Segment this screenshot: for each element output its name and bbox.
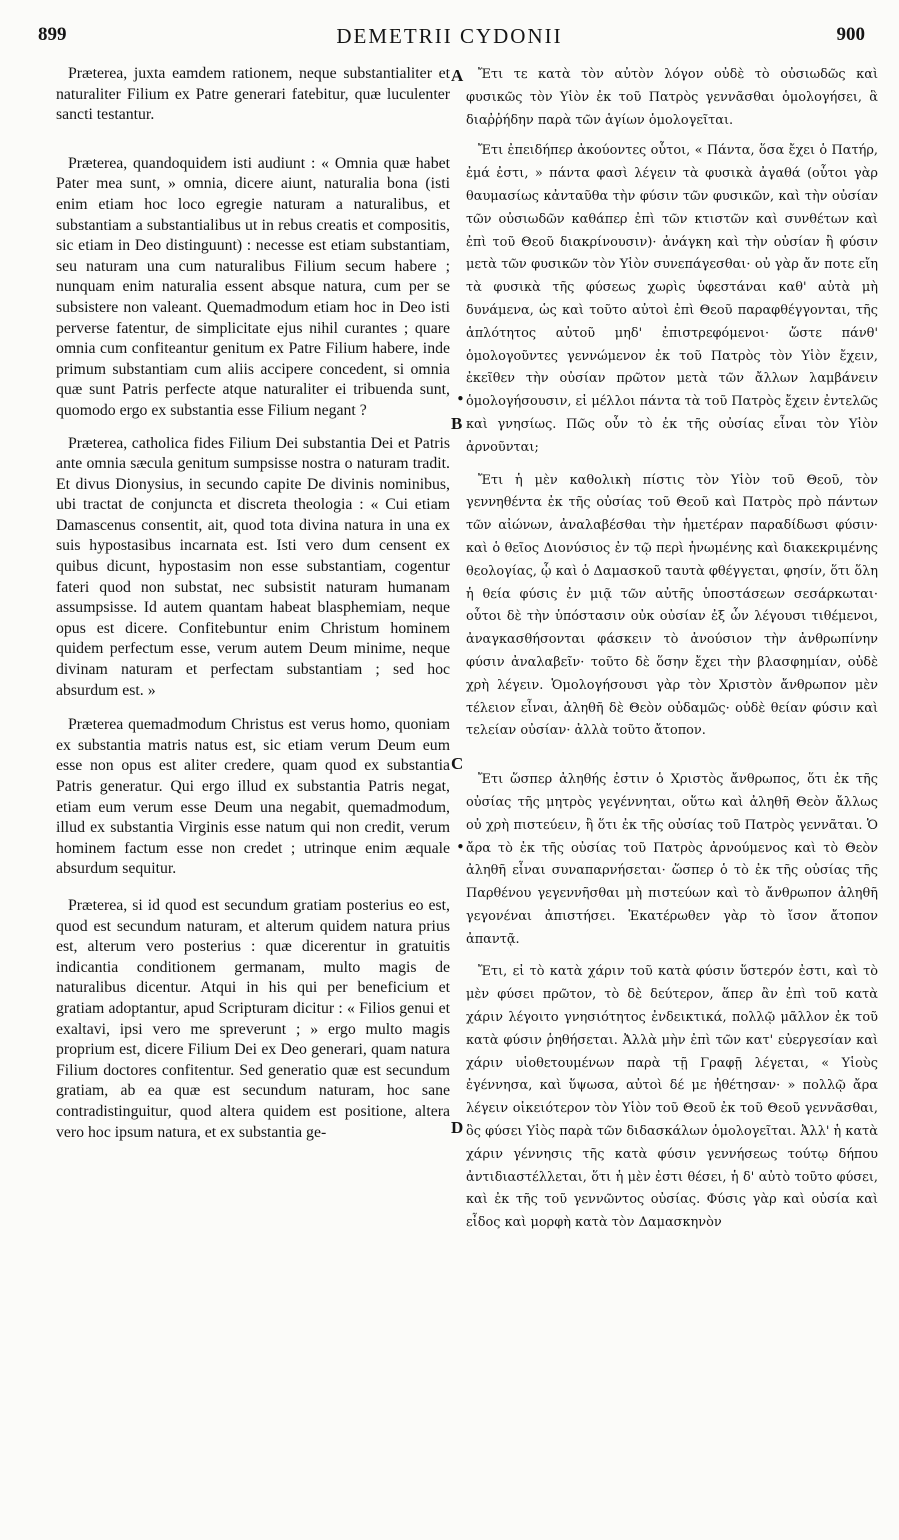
latin-paragraph: Præterea, juxta eamdem rationem, neque substantialiter et naturaliter Filium ex Patre generari fatebitur, quæ luculenter sancti testantur.	[56, 65, 450, 124]
margin-marker-b: B	[451, 414, 463, 433]
margin-marker-a: A	[451, 66, 464, 85]
page-number-left: 899	[38, 24, 67, 45]
greek-column	[466, 64, 878, 1235]
running-title: DEMETRII CYDONII	[336, 24, 563, 48]
margin-marker-d: D	[451, 1118, 464, 1137]
greek-paragraph: Ἔτι ἡ μὲν καθολικὴ πίστις τὸν Υἱὸν τοῦ Θεοῦ, τὸν γεννηθέντα ἐκ τῆς οὐσίας τοῦ Θεοῦ καὶ Πατρὸς πρὸ πάντων τῶν αἰώνων, ἀναλαβέσθαι τὴν ἡμετέραν παραδίδωσι φύσιν· καὶ ὁ θεῖος Διονύσιος ἐν τῷ περὶ ἡνωμένης καὶ διακεκριμένης θεολογίας, ᾧ καὶ ὁ Δαμασκοῦ ταυτὰ φθέγγεται, φησίν, ὅτι ὅλη ἡ θεία φύσις ἐν μιᾷ τῶν αὐτῆς ὑποστάσεων σεσάρκωται· οὗτοι δὲ τὴν ὑπόστασιν οὐκ οὐσίαν ἐξ ὧν λέγουσι τιθέμενοι, ἀναγκασθήσονται φάσκειν τὸ ἀνούσιον τὴν ἀνθρωπίνην φύσιν ἀναλαβεῖν· τοῦτο δὲ ὅσην ἔχει τὴν βλασφημίαν, οὐδὲ χρὴ λέγειν. Ὁμολογήσουσι γὰρ τὸν Χριστὸν ἄνθρωπον μὲν τέλειον εἶναι, ἀληθῆ δὲ Θεὸν οὐδαμῶς· οὐδὲ θείαν φύσιν καὶ τελείαν οὐσίαν· ἀλλὰ τοῦτο ἄτοπον.	[466, 472, 878, 739]
greek-paragraph: Ἔτι τε κατὰ τὸν αὐτὸν λόγον οὐδὲ τὸ οὐσιωδῶς καὶ φυσικῶς τὸν Υἱὸν ἐκ τοῦ Πατρὸς γεννᾶσθαι ὁμολογήσει, ἃ διαῤῥήδην παρὰ τῶν ἁγίων ὁμολογεῖται.	[466, 67, 878, 128]
latin-paragraph: Præterea, si id quod est secundum gratiam posterius eo est, quod est secundum naturam, et alterum quidem natura prius est, alterum vero posterius : quæ dicerentur in gratuitis indicantia conditionem germanam, multo magis de naturalibus dicentur. Atqui in his qui per beneficium et gratiam adoptantur, apud Scripturam dicitur : « Filios genui et exaltavi, ipsi vero me spreverunt ; » ergo multo magis proprium est, dicere Filium Dei ex Deo generari, quam natura Filium doctores confitentur. Sed generatio quæ est secundum gratiam, ab ea quæ est secundum naturam, hoc sane contradistinguitur, quod altera quidem est positione, altera vero hoc ipsum natura, et ex substantia ge-	[56, 896, 450, 1141]
latin-paragraph: Præterea quemadmodum Christus est verus homo, quoniam ex substantia matris natus est, sic etiam verum Deum eum esse non opus est aliter credere, quam quod ex substantia Patris generatur. Qui ergo illud ex substantia Patris negat, etiam eum verum esse Deum una negabit, quemadmodum, illud ex substantia Virginis esse natum qui non credit, verum hominem factum esse non credet ; utrinque enim æquale absurdum sequitur.	[56, 716, 450, 878]
greek-paragraph: Ἔτι, εἰ τὸ κατὰ χάριν τοῦ κατὰ φύσιν ὕστερόν ἐστι, καὶ τὸ μὲν φύσει πρῶτον, τὸ δὲ δεύτερον, ἅπερ ἂν ἐπὶ τοῦ κατὰ χάριν λέγοιτο γνησιότητος ἐνδεικτικά, πολλῷ μᾶλλον ἐκ τοῦ κατὰ φύσιν ῥηθήσεται. Ἀλλὰ μὴν ἐπὶ τῶν κατ' εὐεργεσίαν καὶ χάριν υἱοθετουμένων παρὰ τῇ Γραφῇ λέγεται, « Υἱοὺς ἐγέννησα, καὶ ὕψωσα, αὐτοὶ δέ με ἠθέτησαν· » πολλῷ ἄρα λέγειν οἰκειότερον τὸν Υἱὸν τοῦ Θεοῦ ἐκ τοῦ Θεοῦ γεννᾶσθαι, ὃς φύσει Υἱὸς παρὰ τῶν διδασκάλων ὁμολογεῖται. Ἀλλ' ἡ κατὰ χάριν γέννησις τῆς κατὰ φύσιν γεννήσεως τούτῳ δήπου ἀντιδιαστέλλεται, ὅτι ἡ μὲν ἐστι θέσει, ἡ δ' αὐτὸ τοῦτο φύσει, καὶ ἐκ τῆς τοῦ γεννῶντος οὐσίας. Φύσις γὰρ καὶ οὐσία καὶ εἶδος καὶ μορφὴ κατὰ τὸν Δαμασκηνὸν	[466, 964, 878, 1231]
margin-dot: •	[456, 390, 465, 408]
latin-column	[56, 64, 450, 1143]
greek-paragraph: Ἔτι ὥσπερ ἀληθής ἐστιν ὁ Χριστὸς ἄνθρωπος, ὅτι ἐκ τῆς οὐσίας τῆς μητρὸς γεγέννηται, οὕτω καὶ ἀληθῆ Θεὸν ἄλλως οὐ χρὴ πιστεύειν, ἢ ὅτι ἐκ τῆς οὐσίας τοῦ Πατρὸς γεννᾶται. Ὁ ἄρα τὸ ἐκ τῆς οὐσίας τοῦ Πατρὸς ἀρνούμενος καὶ τὸ Θεὸν ἀληθῆ εἶναι συναπαρνήσεται· ὥσπερ ὁ τὸ ἐκ τῆς οὐσίας τῆς Παρθένου γεγεννῆσθαι μὴ πιστεύων καὶ τὸ ἄνθρωπον ἀληθῆ γεγονέναι ἀπιστήσει. Ἑκατέρωθεν γὰρ τὸ ἴσον ἄτοπον ἀπαντᾷ.	[466, 772, 878, 947]
page-header	[0, 10, 899, 50]
margin-dot: •	[456, 838, 465, 856]
latin-paragraph: Præterea, catholica fides Filium Dei substantia Dei et Patris ante omnia sæcula genitum sumpsisse nostra o naturam tradit. Et divus Dionysius, in secundo capite De divinis nominibus, ubi tractat de conjuncta et discreta theologia : « Cui etiam Damascenus consentit, ait, quod tota divina natura in una ex suis hypostasibus incarnata est. Isti vero dum censent ex quibus dicunt, hypostasim non esse substantiam, cogentur fateri quod non substat, nec subsistit naturam humanam assumpsisse. Id autem quantam habeat blasphemiam, neque opus est dicere. Confitebuntur enim Christum hominem quidem perfectum esse, verum autem Deum minime, neque divinam naturam et perfectam substantiam ; sed hoc absurdum est. »	[56, 434, 450, 699]
margin-marker-c: C	[451, 754, 464, 773]
page-number-right: 900	[836, 24, 865, 45]
greek-paragraph: Ἔτι ἐπειδήπερ ἀκούοντες οὗτοι, « Πάντα, ὅσα ἔχει ὁ Πατήρ, ἐμά ἐστι, » πάντα φασὶ λέγειν τὰ φυσικὰ ἀγαθά (οὗτοι γὰρ θαυμασίως κἀνταῦθα τὴν φύσιν τῶν φυσικῶν, καὶ τὴν οὐσίαν τῶν οὐσιωδῶν καθάπερ ἐπὶ τῶν κτιστῶν καὶ συνθέτων καὶ ἐπὶ τοῦ Θεοῦ διακρίνουσιν)· ἀνάγκη καὶ τὴν οὐσίαν ἢ φύσιν μετὰ τῶν φυσικῶν τὸν Υἱὸν συνεπάγεσθαι· οὐ γὰρ ἄν ποτε εἴη τὰ φυσικὰ τῆς φύσεως χωρὶς ὑφεστάναι καθ' αὑτὰ μὴ δυνάμενα, ὡς καὶ τοῦτο αὐτοὶ ἐπὶ Θεοῦ παραφθέγγονται, τῆς ἁπλότητος αὐτοῦ μηδ' ἐπιστρεφόμενοι· ὥστε πάνθ' ὁμολογοῦντες γεννώμενον ἐκ τοῦ Πατρὸς τὸν Υἱὸν ἔχειν, ἐκεῖθεν τὴν οὐσίαν πρῶτον μετὰ τῶν ἄλλων λαμβάνειν ὁμολογήσουσιν, εἰ μέλλοι πάντα τὰ τοῦ Πατρὸς ἔχειν ἐντελῶς καὶ γνησίως. Πῶς οὖν τὸ ἐκ τῆς οὐσίας εἶναι τὸν Υἱὸν ἀρνοῦνται;	[466, 143, 878, 455]
latin-paragraph: Præterea, quandoquidem isti audiunt : « Omnia quæ habet Pater mea sunt, » omnia, dicere aiunt, naturalia bona (isti enim etiam hoc loco egregie naturam a naturalibus, et substantiam a substantialibus ut in rebus creatis et compositis, sic etiam in Deo distinguunt) : necesse est etiam substantiam, seu naturam una cum naturalibus Filium secum habere ; nunquam enim naturalia essent absque natura, cum per se subsistere non valeant. Quemadmodum etiam hoc in Deo isti perverse fatentur, de simplicitate ejus nihil curantes ; quare omnia cum confiteantur genitum ex Patre Filium habere, inde primum substantiam cum aliis accipere concedent, si omnia quæ sunt Patris perfecte atque naturaliter ei tribuenda sunt, quomodo ergo ex substantia esse Filium negant ?	[56, 154, 450, 419]
